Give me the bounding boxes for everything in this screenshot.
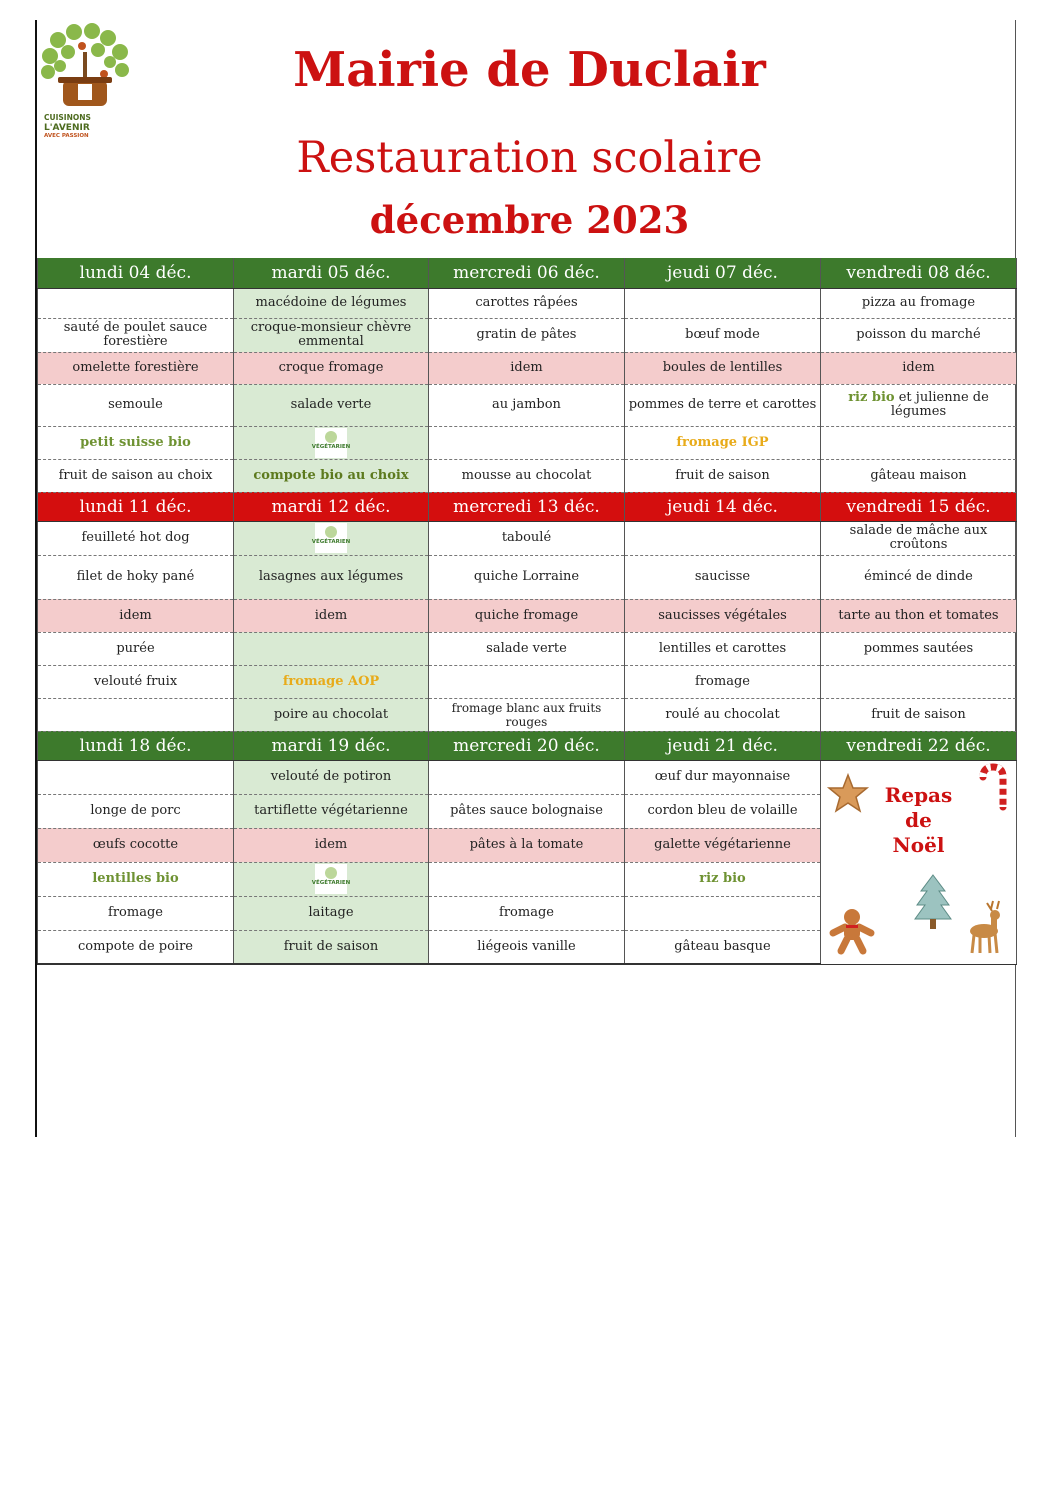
menu-row-alternative [38, 352, 1017, 384]
menu-cell: feuilleté hot dog [38, 521, 234, 555]
menu-cell [429, 760, 625, 794]
gingerbread-man-icon [829, 907, 875, 953]
menu-cell [429, 426, 625, 459]
day-header: jeudi 07 déc. [625, 258, 821, 288]
noel-line: de [905, 807, 932, 832]
day-header: vendredi 22 déc. [821, 731, 1017, 760]
menu-cell: fruit de saison [821, 698, 1017, 731]
day-header: mardi 12 déc. [234, 492, 429, 521]
vegetarian-logo-cell [234, 426, 429, 459]
menu-cell-text: et julienne de légumes [890, 390, 989, 419]
vegetarian-logo-text: VÉGÉTARIEN [311, 443, 351, 450]
day-header: vendredi 08 déc. [821, 258, 1017, 288]
menu-row-main [38, 318, 1017, 352]
menu-cell: pommes sautées [821, 632, 1017, 665]
menu-cell: riz bio [625, 862, 821, 896]
menu-cell: liégeois vanille [429, 930, 625, 964]
week-header-row [38, 731, 1017, 760]
menu-cell: quiche fromage [429, 599, 625, 632]
menu-cell: purée [38, 632, 234, 665]
page-subtitle: Restauration scolaire [296, 133, 763, 183]
menu-cell: salade verte [234, 384, 429, 426]
menu-cell: laitage [234, 896, 429, 930]
menu-cell: filet de hoky pané [38, 555, 234, 599]
menu-cell: petit suisse bio [38, 426, 234, 459]
menu-cell: salade verte [429, 632, 625, 665]
menu-cell: omelette forestière [38, 352, 234, 384]
menu-cell: longe de porc [38, 794, 234, 828]
week-header-row [38, 492, 1017, 521]
menu-cell: idem [234, 599, 429, 632]
svg-text:L'AVENIR: L'AVENIR [44, 123, 90, 133]
menu-cell [625, 521, 821, 555]
vegetarian-icon [311, 864, 351, 894]
vegetarian-logo-cell [234, 521, 429, 555]
reindeer-icon [965, 897, 1011, 955]
menu-cell [821, 665, 1017, 698]
bio-label: riz bio [848, 390, 895, 405]
noel-line: Repas [884, 782, 953, 807]
menu-cell: lentilles bio [38, 862, 234, 896]
menu-cell: fruit de saison [234, 930, 429, 964]
noel-line: Noël [892, 832, 945, 857]
menu-row-dairy [38, 426, 1017, 459]
vegetarian-logo-cell [234, 862, 429, 896]
menu-cell: pâtes sauce bolognaise [429, 794, 625, 828]
menu-cell: œuf dur mayonnaise [625, 760, 821, 794]
menu-month: décembre 2023 [369, 198, 690, 242]
menu-cell: fromage AOP [234, 665, 429, 698]
menu-cell [625, 288, 821, 318]
day-header: mercredi 13 déc. [429, 492, 625, 521]
menu-row-side [38, 632, 1017, 665]
menu-cell: semoule [38, 384, 234, 426]
menu-cell: saucisse [625, 555, 821, 599]
menu-cell: fromage IGP [625, 426, 821, 459]
menu-cell [429, 862, 625, 896]
menu-cell: mousse au chocolat [429, 459, 625, 492]
menu-row-starter [38, 521, 1017, 555]
menu-cell: fromage blanc aux fruits rouges [429, 698, 625, 731]
menu-cell: taboulé [429, 521, 625, 555]
vegetarian-icon [311, 523, 351, 553]
menu-row-starter [38, 760, 1017, 794]
menu-cell [38, 698, 234, 731]
vegetarian-logo-text: VÉGÉTARIEN [311, 880, 351, 886]
menu-cell: tartiflette végétarienne [234, 794, 429, 828]
menu-cell [38, 288, 234, 318]
menu-cell [625, 896, 821, 930]
menu-cell: macédoine de légumes [234, 288, 429, 318]
menu-cell: sauté de poulet sauce forestière [38, 318, 234, 352]
menu-cell: bœuf mode [625, 318, 821, 352]
day-header: mardi 05 déc. [234, 258, 429, 288]
vegetarian-logo-text: VÉGÉTARIEN [311, 539, 351, 545]
menu-cell: gâteau basque [625, 930, 821, 964]
menu-cell: émincé de dinde [821, 555, 1017, 599]
menu-cell: tarte au thon et tomates [821, 599, 1017, 632]
christmas-meal-cell [821, 760, 1017, 964]
menu-cell [429, 665, 625, 698]
menu-row-main [38, 555, 1017, 599]
menu-cell [234, 632, 429, 665]
menu-cell: fromage [429, 896, 625, 930]
menu-cell: pizza au fromage [821, 288, 1017, 318]
candy-cane-icon [975, 763, 1011, 811]
day-header: jeudi 14 déc. [625, 492, 821, 521]
page-title: Mairie de Duclair [293, 42, 766, 98]
menu-cell: fromage [38, 896, 234, 930]
day-header: jeudi 21 déc. [625, 731, 821, 760]
day-header: lundi 04 déc. [38, 258, 234, 288]
menu-row-dessert [38, 698, 1017, 731]
menu-cell: galette végétarienne [625, 828, 821, 862]
menu-cell: velouté de potiron [234, 760, 429, 794]
day-header: lundi 11 déc. [38, 492, 234, 521]
menu-cell: fromage [625, 665, 821, 698]
menu-cell: cordon bleu de volaille [625, 794, 821, 828]
christmas-tree-icon [913, 873, 953, 933]
menu-row-alternative [38, 599, 1017, 632]
menu-cell: idem [38, 599, 234, 632]
menu-row-dairy [38, 665, 1017, 698]
menu-cell: lasagnes aux légumes [234, 555, 429, 599]
menu-cell: gâteau maison [821, 459, 1017, 492]
menu-cell: saucisses végétales [625, 599, 821, 632]
menu-cell: quiche Lorraine [429, 555, 625, 599]
menu-cell: velouté fruix [38, 665, 234, 698]
menu-cell: poire au chocolat [234, 698, 429, 731]
menu-cell: gratin de pâtes [429, 318, 625, 352]
menu-cell: pâtes à la tomate [429, 828, 625, 862]
menu-cell: carottes râpées [429, 288, 625, 318]
menu-cell: lentilles et carottes [625, 632, 821, 665]
menu-cell: idem [821, 352, 1017, 384]
menu-cell: fruit de saison au choix [38, 459, 234, 492]
svg-text:AVEC PASSION: AVEC PASSION [44, 133, 89, 139]
day-header: vendredi 15 déc. [821, 492, 1017, 521]
menu-cell [821, 384, 1017, 426]
vegetarian-icon [311, 428, 351, 458]
menu-cell: pommes de terre et carottes [625, 384, 821, 426]
star-cookie-icon [827, 773, 869, 815]
menu-cell: fruit de saison [625, 459, 821, 492]
menu-cell: œufs cocotte [38, 828, 234, 862]
menu-cell: croque fromage [234, 352, 429, 384]
logo-caption: CUISINONS [44, 113, 91, 122]
day-header: mercredi 20 déc. [429, 731, 625, 760]
menu-row-side [38, 384, 1017, 426]
menu-table [37, 258, 1017, 965]
day-header: mardi 19 déc. [234, 731, 429, 760]
menu-cell: boules de lentilles [625, 352, 821, 384]
menu-cell: idem [429, 352, 625, 384]
menu-cell: salade de mâche aux croûtons [821, 521, 1017, 555]
menu-cell: croque-monsieur chèvre emmental [234, 318, 429, 352]
menu-cell: idem [234, 828, 429, 862]
menu-cell: compote bio au choix [234, 459, 429, 492]
menu-cell: roulé au chocolat [625, 698, 821, 731]
day-header: lundi 18 déc. [38, 731, 234, 760]
menu-cell: poisson du marché [821, 318, 1017, 352]
week-header-row [38, 258, 1017, 288]
menu-cell: compote de poire [38, 930, 234, 964]
menu-row-dessert [38, 459, 1017, 492]
menu-row-starter [38, 288, 1017, 318]
menu-cell [821, 426, 1017, 459]
menu-cell: au jambon [429, 384, 625, 426]
day-header: mercredi 06 déc. [429, 258, 625, 288]
menu-cell [38, 760, 234, 794]
